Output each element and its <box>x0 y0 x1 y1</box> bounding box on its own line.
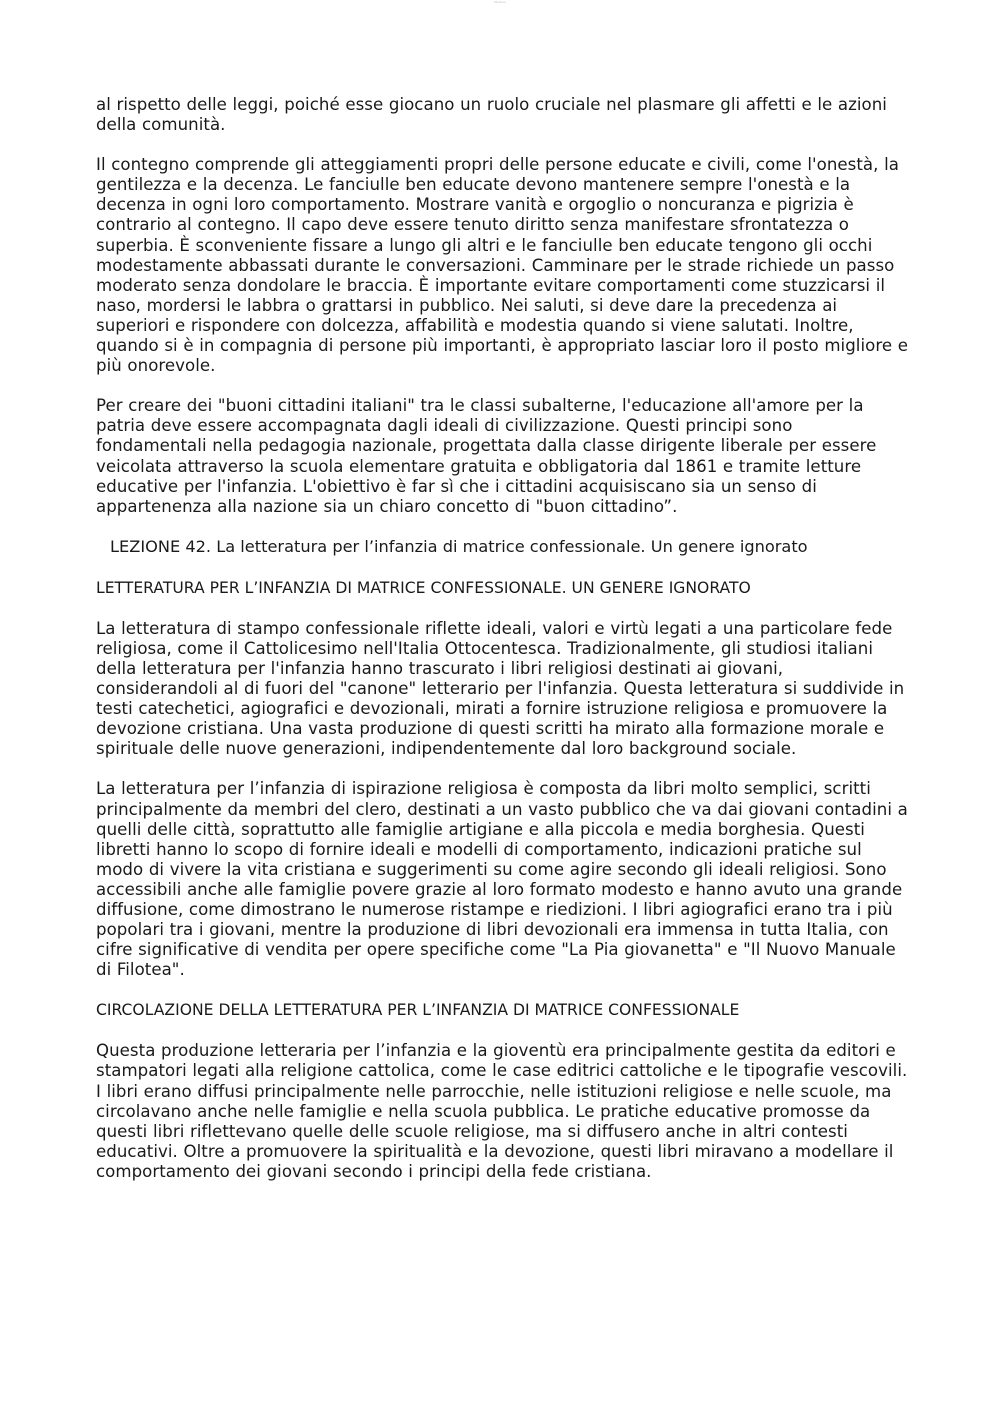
section-heading-circolazione: CIRCOLAZIONE DELLA LETTERATURA PER L’INFANZIA DI MATRICE CONFESSIONALE <box>96 1001 740 1020</box>
paragraph-stampo-confessionale: La letteratura di stampo confessionale riflette ideali, valori e virtù legati a una particolare fede religiosa, come il Cattolicesimo nell'Italia Ottocentesca. Tradizionalmente, gli studiosi italiani della letteratura per l'infanzia hanno trascurato i libri religiosi destinati ai giovani, considerandoli al di fuori del "canone" letterario per l'infanzia. Questa letteratura si suddivide in testi catechetici, agiografici e devozionali, mirati a fornire istruzione religiosa e promuovere la devozione cristiana. Una vasta produzione di questi scritti ha mirato alla formazione morale e spirituale delle nuove generazioni, indipendentemente dal loro background sociale. <box>96 618 905 759</box>
lesson-heading: LEZIONE 42. La letteratura per l’infanzia di matrice confessionale. Un genere ignorato <box>110 536 808 556</box>
paragraph-rispetto-leggi: al rispetto delle leggi, poiché esse giocano un ruolo cruciale nel plasmare gli affetti e le azioni della comunità. <box>96 95 887 135</box>
paragraph-produzione-letteraria: Questa produzione letteraria per l’infanzia e la gioventù era principalmente gestita da editori e stampatori legati alla religione cattolica, come le case editrici cattoliche e le tipografie vescovili. I libri erano diffusi principalmente nelle parrocchie, nelle istituzioni religiose e nelle scuole, ma circolavano anche nelle famiglie e nella scuola pubblica. Le pratiche educative promosse da questi libri riflettevano quelle delle scuole religiose, ma si diffusero anche in altri contesti educativi. Oltre a promuovere la spiritualità e la devozione, questi libri miravano a modellare il comportamento dei giovani secondo i principi della fede cristiana. <box>96 1041 908 1181</box>
paragraph-ispirazione-religiosa: La letteratura per l’infanzia di ispirazione religiosa è composta da libri molto semplici, scritti principalmente da membri del clero, destinati a un vasto pubblico che va dai giovani contadini a quelli delle città, soprattutto alle famiglie artigiane e alla piccola e media borghesia. Questi libretti hanno lo scopo di fornire ideali e modelli di comportamento, indicazioni pratiche sul modo di vivere la vita cristiana e suggerimenti su come agire secondo gli ideali religiosi. Sono accessibili anche alle famiglie povere grazie al loro formato modesto e hanno avuto una grande diffusione, come dimostrano le numerose ristampe e riedizioni. I libri agiografici erano tra i più popolari tra i giovani, mentre la produzione di libri devozionali era immensa in tutta Italia, con cifre significative di vendita per opere specifiche come "La Pia giovanetta" e "Il Nuovo Manuale di Filotea". <box>96 779 908 980</box>
paragraph-buoni-cittadini: Per creare dei "buoni cittadini italiani" tra le classi subalterne, l'educazione all'amore per la patria deve essere accompagnata dagli ideali di civilizzazione. Questi principi sono fondamentali nella pedagogia nazionale, progettata dalla classe dirigente liberale per essere veicolata attraverso la scuola elementare gratuita e obbligatoria dal 1861 e tramite letture educative per l'infanzia. L'obiettivo è far sì che i cittadini acquisiscano sia un senso di appartenenza alla nazione sia un chiaro concetto di "buon cittadino”. <box>96 396 877 516</box>
watermark: Studocu <box>493 0 507 4</box>
paragraph-contegno: Il contegno comprende gli atteggiamenti propri delle persone educate e civili, come l'onestà, la gentilezza e la decenza. Le fanciulle ben educate devono mantenere sempre l'onestà e la decenza in ogni loro comportamento. Mostrare vanità e orgoglio o noncuranza e pigrizia è contrario al contegno. Il capo deve essere tenuto diritto senza manifestare sfrontatezza o superbia. È sconveniente fissare a lungo gli altri e le fanciulle ben educate tengono gli occhi modestamente abbassati durante le conversazioni. Camminare per le strade richiede un passo moderato senza dondolare le braccia. È importante evitare comportamenti come stuzzicarsi il naso, mordersi le labbra o grattarsi in pubblico. Nei saluti, si deve dare la precedenza ai superiori e rispondere con dolcezza, affabilità e modestia quando si viene salutati. Inoltre, quando si è in compagnia di persone più importanti, è appropriato lasciar loro il posto migliore e più onorevole. <box>96 155 908 376</box>
page-content <box>96 95 908 1202</box>
section-heading-genere-ignorato: LETTERATURA PER L’INFANZIA DI MATRICE CONFESSIONALE. UN GENERE IGNORATO <box>96 578 751 597</box>
